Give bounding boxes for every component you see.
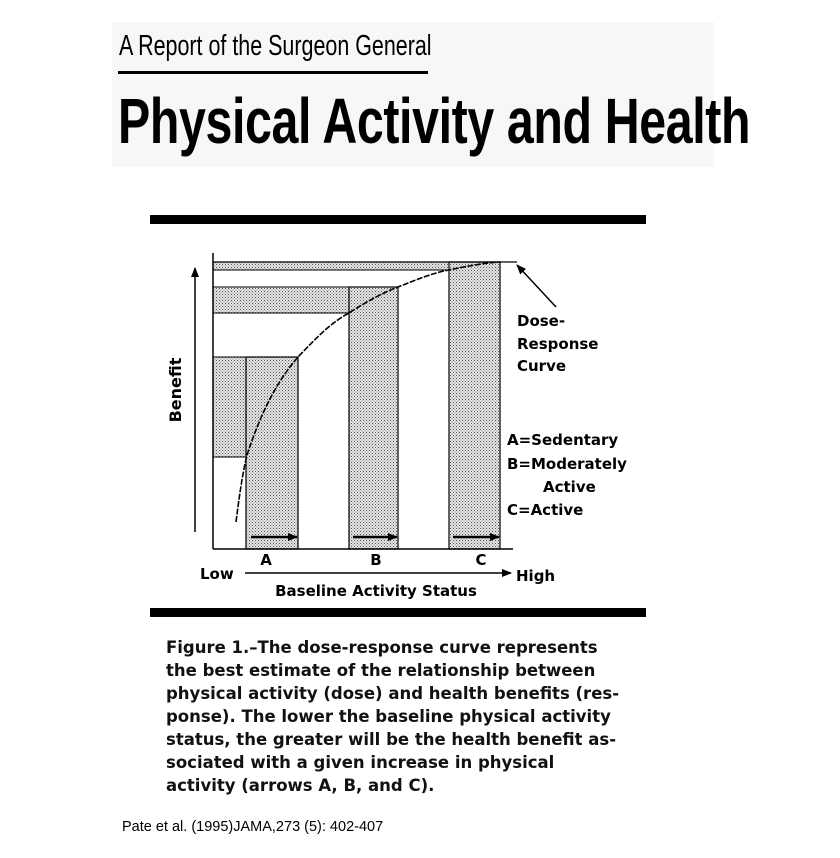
caption-line: Figure 1.–The dose-response curve represents [166, 638, 598, 657]
citation: Pate et al. (1995)JAMA,273 (5): 402-407 [122, 819, 384, 835]
caption-line: ponse). The lower the baseline physical activity [166, 707, 611, 726]
group-label-a: A [260, 551, 272, 569]
group-label-c: C [475, 551, 487, 569]
x-high-label: High [516, 567, 556, 585]
curve-label-line: Dose- [517, 312, 566, 330]
page-title: Physical Activity and Health [118, 85, 751, 157]
curve-label-line: Curve [517, 357, 567, 375]
caption-line: the best estimate of the relationship between [166, 661, 596, 680]
caption-line: activity (arrows A, B, and C). [166, 776, 435, 795]
caption-line: status, the greater will be the health benefit as- [166, 730, 617, 749]
caption-line: sociated with a given increase in physical [166, 753, 555, 772]
figure-caption [166, 636, 666, 797]
top-rule [150, 215, 646, 224]
legend-line: C=Active [507, 501, 584, 519]
activity-column-b [349, 287, 398, 549]
report-subtitle: A Report of the Surgeon General [119, 30, 432, 62]
curve-label-line: Response [517, 335, 599, 353]
activity-column-a [246, 357, 298, 549]
legend-line: B=Moderately [507, 455, 627, 473]
group-label-b: B [370, 551, 382, 569]
activity-column-c [449, 262, 500, 549]
x-low-label: Low [200, 565, 234, 583]
legend-line: A=Sedentary [507, 431, 619, 449]
bottom-rule [150, 608, 646, 617]
caption-line: physical activity (dose) and health benefits (res- [166, 684, 620, 703]
curve-pointer-arrow [517, 265, 556, 307]
y-axis-label: Benefit [166, 357, 185, 423]
legend-line: Active [543, 478, 596, 496]
x-axis-label: Baseline Activity Status [275, 582, 477, 600]
